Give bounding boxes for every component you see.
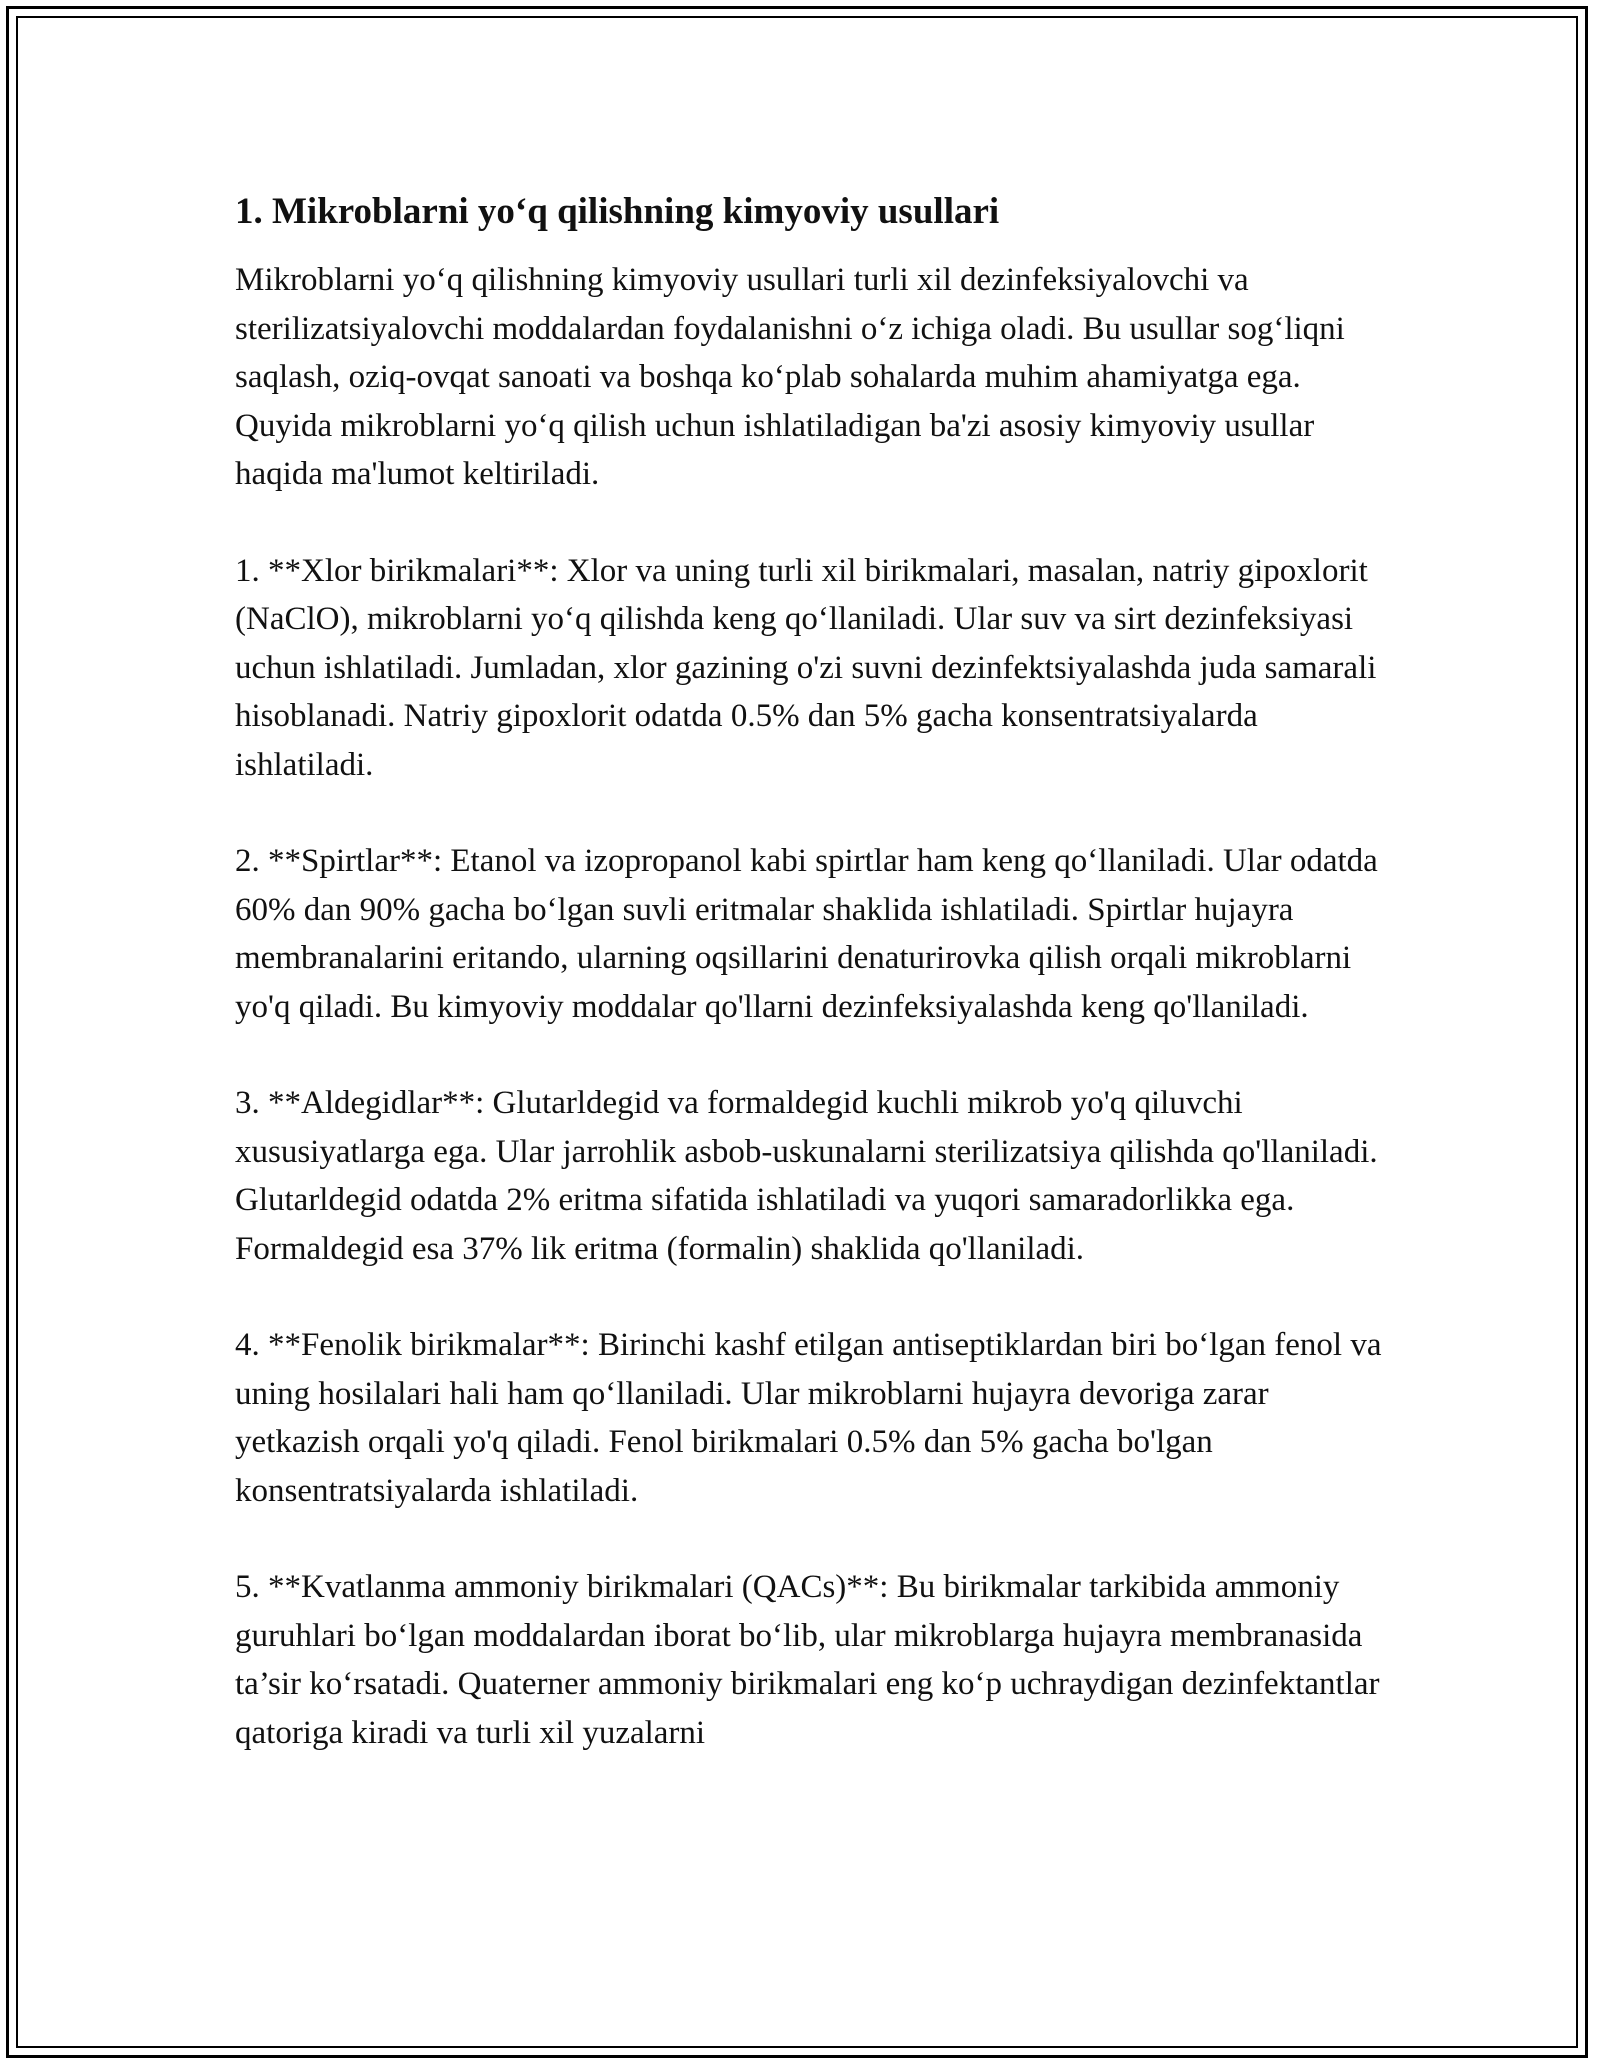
paragraph-chlorine-compounds: 1. **Xlor birikmalari**: Xlor va uning turli xil birikmalari, masalan, natriy gipoxlorit (NaClO), mikroblarni yo‘q qilishda keng qo‘llaniladi. Ular suv va sirt dezinfeksiyasi uchun ishlatiladi. Jumladan, xlor gazining o'zi suvni dezinfektsiyalashda juda samarali hisoblanadi. Natriy gipoxlorit odatda 0.5% dan 5% gacha konsentratsiyalarda ishlatiladi. [235,552,1377,783]
intro-paragraph: Mikroblarni yo‘q qilishning kimyoviy usullari turli xil dezinfeksiyalovchi va sterilizatsiyalovchi moddalardan foydalanishni o‘z ichiga oladi. Bu usullar sog‘liqni saqlash, oziq-ovqat sanoati va boshqa ko‘plab sohalarda muhim ahamiyatga ega. Quyida mikroblarni yo‘q qilish uchun ishlatiladigan ba'zi asosiy kimyoviy usullar haqida ma'lumot keltiriladi. [235,262,1345,492]
paragraph-aldehydes: 3. **Aldegidlar**: Glutarldegid va formaldegid kuchli mikrob yo'q qiluvchi xususiyatlarga ega. Ular jarrohlik asbob-uskunalarni sterilizatsiya qilishda qo'llaniladi. Glutarldegid odatda 2% eritma sifatida ishlatiladi va yuqori samaradorlikka ega. Formaldegid esa 37% lik eritma (formalin) shaklida qo'llaniladi. [235,1085,1378,1267]
document-body [235,188,1385,1805]
paragraph-phenolic-compounds: 4. **Fenolik birikmalar**: Birinchi kashf etilgan antiseptiklardan biri bo‘lgan fenol va uning hosilalari hali ham qo‘llaniladi. Ular mikroblarni hujayra devoriga zarar yetkazish orqali yo'q qiladi. Fenol birikmalari 0.5% dan 5% gacha bo'lgan konsentratsiyalarda ishlatiladi. [235,1327,1382,1509]
paragraph-quaternary-ammonium: 5. **Kvatlanma ammoniy birikmalari (QACs)**: Bu birikmalar tarkibida ammoniy guruhlari bo‘lgan moddalardan iborat bo‘lib, ular mikroblarga hujayra membranasida ta’sir ko‘rsatadi. Quaterner ammoniy birikmalari eng ko‘p uchraydigan dezinfektantlar qatoriga kiradi va turli xil yuzalarni [235,1569,1380,1751]
section-heading: 1. Mikroblarni yo‘q qilishning kimyoviy usullari [235,191,1000,232]
paragraph-alcohols: 2. **Spirtlar**: Etanol va izopropanol kabi spirtlar ham keng qo‘llaniladi. Ular odatda 60% dan 90% gacha bo‘lgan suvli eritmalar shaklida ishlatiladi. Spirtlar hujayra membranalarini eritando, ularning oqsillarini denaturirovka qilish orqali mikroblarni yo'q qiladi. Bu kimyoviy moddalar qo'llarni dezinfeksiyalashda keng qo'llaniladi. [235,843,1378,1025]
